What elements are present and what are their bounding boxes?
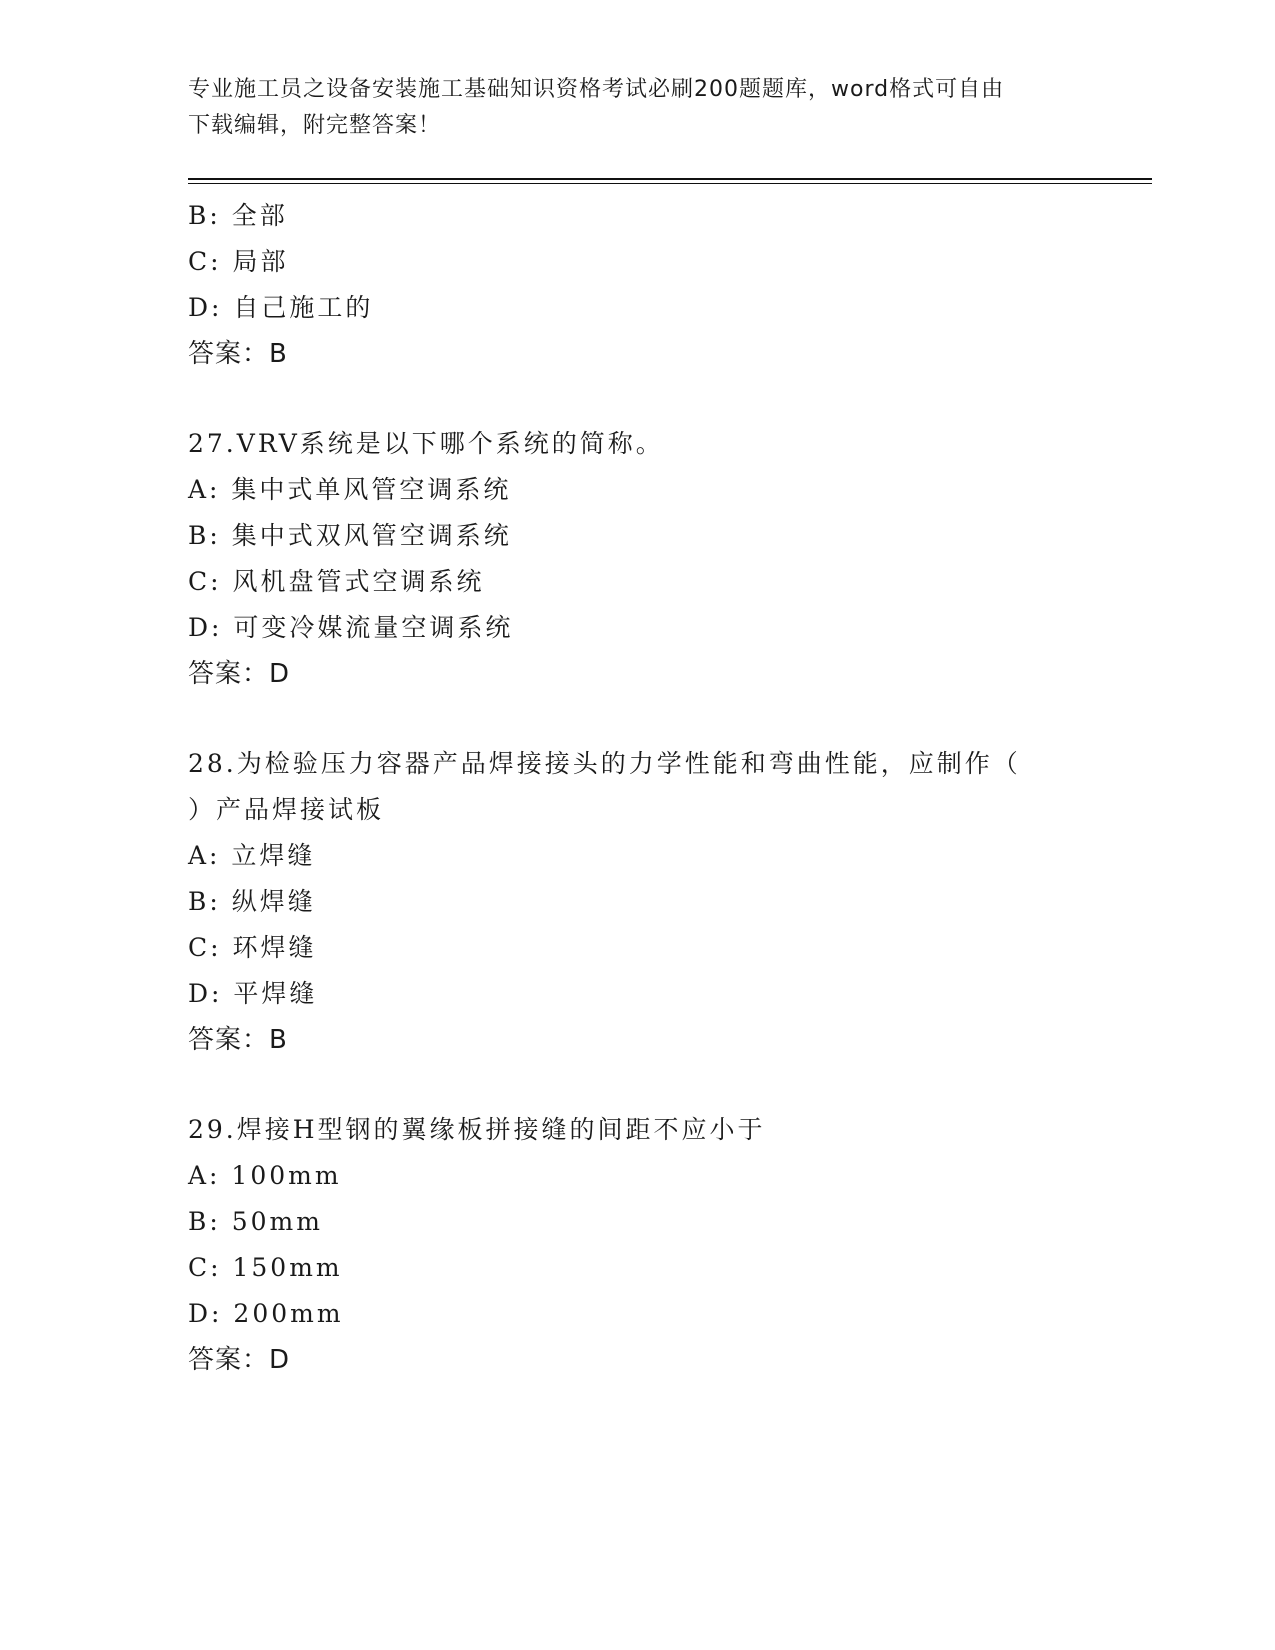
question-stem: 27.VRV系统是以下哪个系统的简称。 [188,429,664,458]
answer-line: 答案：D [188,1345,291,1375]
option-a: A: 集中式单风管空调系统 [188,475,512,504]
option-a: A: 100mm [188,1161,342,1190]
option-c: C: 150mm [188,1253,343,1282]
header-divider-thick [188,178,1152,180]
option-b: B: 纵焊缝 [188,887,316,916]
question-list [188,193,1088,1383]
option-d: D: 200mm [188,1299,344,1328]
option-d: D: 自己施工的 [188,293,374,322]
question-stem: 29.焊接H型钢的翼缘板拼接缝的间距不应小于 [188,1115,766,1144]
option-b: B: 全部 [188,201,288,230]
question-27 [188,421,1088,697]
header-title-line-2: 下载编辑，附完整答案！ [188,113,442,138]
option-c: C: 风机盘管式空调系统 [188,567,485,596]
option-d: D: 可变冷媒流量空调系统 [188,613,514,642]
option-c: C: 环焊缝 [188,933,317,962]
header-divider-thin [188,183,1152,184]
answer-line: 答案：B [188,339,288,369]
question-26 [188,193,1088,377]
document-header [188,72,1088,144]
option-a: A: 立焊缝 [188,841,316,870]
answer-line: 答案：B [188,1025,288,1055]
question-29 [188,1107,1088,1383]
question-28 [188,741,1088,1063]
option-d: D: 平焊缝 [188,979,318,1008]
answer-line: 答案：D [188,659,291,689]
option-b: B: 集中式双风管空调系统 [188,521,512,550]
header-title-line-1: 专业施工员之设备安装施工基础知识资格考试必刷200题题库，word格式可自由 [188,77,1005,102]
option-c: C: 局部 [188,247,289,276]
option-b: B: 50mm [188,1207,323,1236]
question-stem-line-2: ）产品焊接试板 [188,795,385,824]
question-stem-line-1: 28.为检验压力容器产品焊接接头的力学性能和弯曲性能，应制作（ [188,749,1021,778]
